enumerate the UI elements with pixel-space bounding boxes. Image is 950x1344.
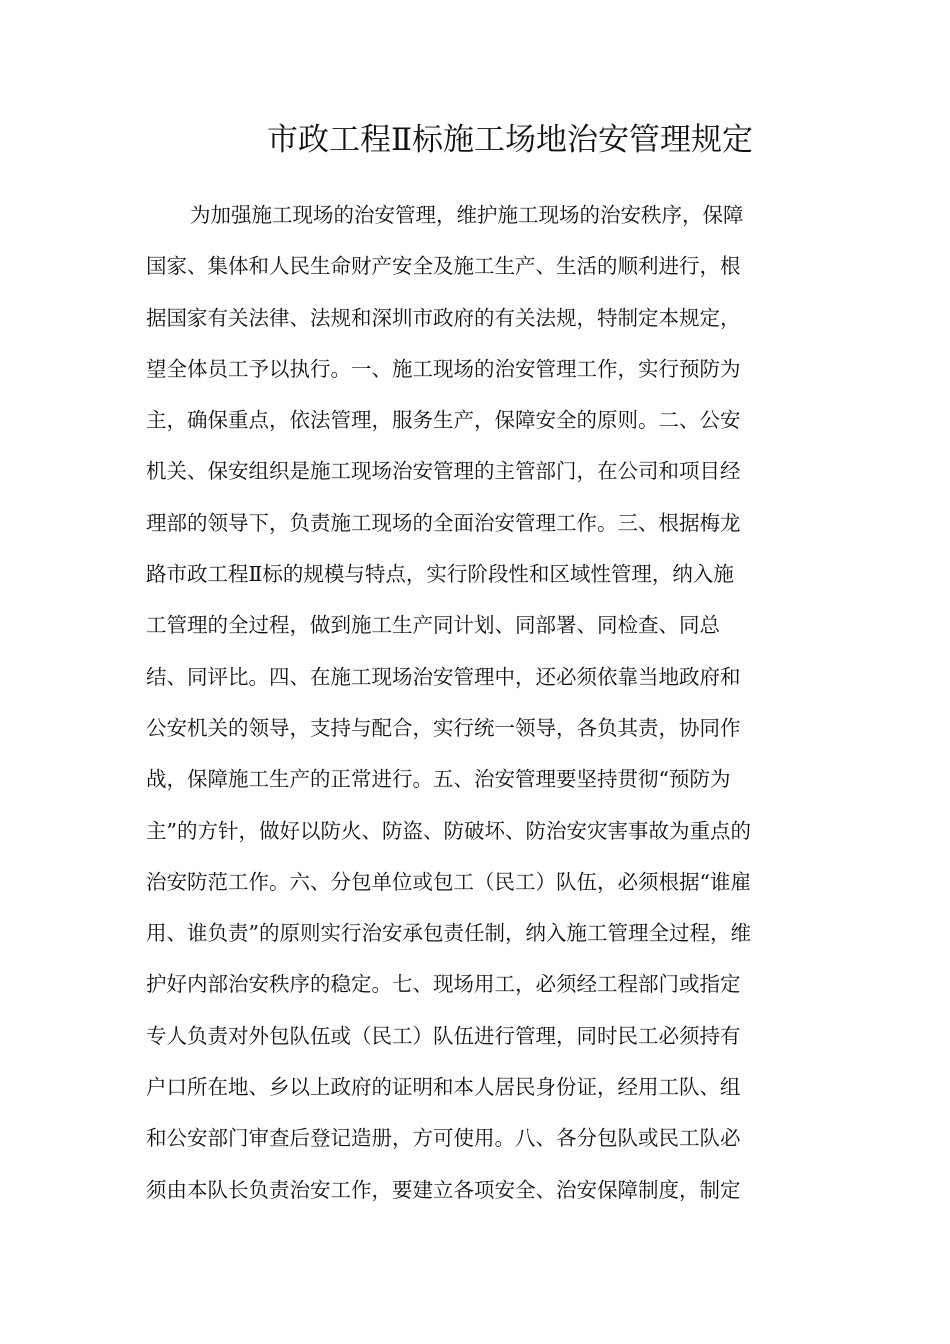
body-line: 户口所在地、乡以上政府的证明和本人居民身份证，经用工队、组 — [146, 1075, 741, 1100]
body-line: 望全体员工予以执行。一、施工现场的治安管理工作，实行预防为 — [146, 356, 741, 381]
body-line: 为加强施工现场的治安管理，维护施工现场的治安秩序，保障 — [190, 203, 744, 227]
body-line: 和公安部门审查后登记造册，方可使用。八、各分包队或民工队必 — [146, 1126, 741, 1151]
body-line: 用、谁负责”的原则实行治安承包责任制，纳入施工管理全过程，维 — [146, 921, 751, 946]
body-line: 护好内部治安秩序的稳定。七、现场用工，必须经工程部门或指定 — [146, 972, 741, 997]
document-body — [146, 190, 846, 1216]
document-title: 市政工程Ⅱ标施工场地治安管理规定 — [266, 122, 754, 158]
body-line: 公安机关的领导，支持与配合，实行统一领导，各负其责，协同作 — [146, 715, 741, 740]
body-line: 主，确保重点，依法管理，服务生产，保障安全的原则。二、公安 — [146, 408, 741, 433]
body-line: 理部的领导下，负责施工现场的全面治安管理工作。三、根据梅龙 — [146, 510, 741, 535]
body-line: 须由本队长负责治安工作，要建立各项安全、治安保障制度，制定 — [146, 1177, 741, 1202]
body-line: 机关、保安组织是施工现场治安管理的主管部门，在公司和项目经 — [146, 459, 741, 484]
body-line: 国家、集体和人民生命财产安全及施工生产、生活的顺利进行，根 — [146, 254, 741, 279]
body-line: 结、同评比。四、在施工现场治安管理中，还必须依靠当地政府和 — [146, 664, 741, 689]
body-line: 专人负责对外包队伍或（民工）队伍进行管理，同时民工必须持有 — [146, 1023, 741, 1048]
body-line: 战，保障施工生产的正常进行。五、治安管理要坚持贯彻“预防为 — [146, 767, 731, 792]
body-line: 工管理的全过程，做到施工生产同计划、同部署、同检查、同总 — [146, 613, 720, 638]
body-line: 治安防范工作。六、分包单位或包工（民工）队伍，必须根据“谁雇 — [146, 869, 751, 894]
body-line: 路市政工程Ⅱ标的规模与特点，实行阶段性和区域性管理，纳入施 — [146, 562, 734, 587]
body-line: 据国家有关法律、法规和深圳市政府的有关法规，特制定本规定， — [146, 305, 741, 330]
body-line: 主”的方针，做好以防火、防盗、防破坏、防治安灾害事故为重点的 — [146, 818, 751, 843]
